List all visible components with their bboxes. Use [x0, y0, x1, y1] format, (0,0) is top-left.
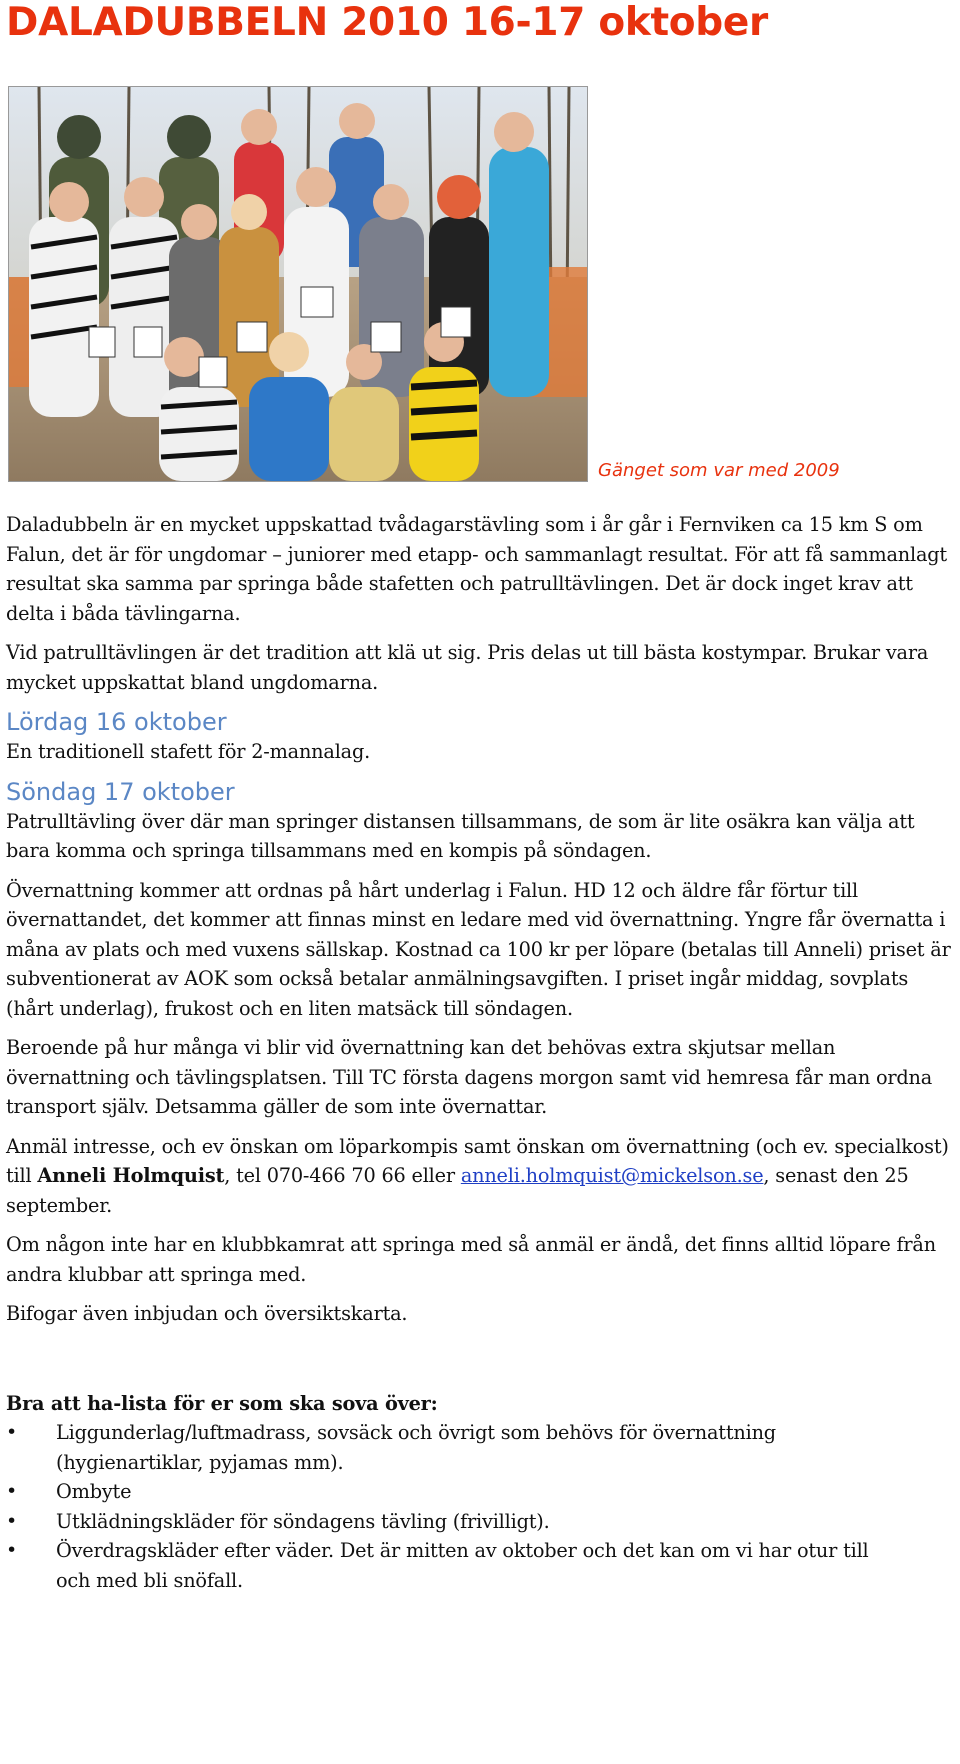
page-title: DALADUBBELN 2010 16-17 oktober: [6, 0, 768, 45]
signup-text-after: , senast den 25 september.: [6, 1164, 909, 1217]
saturday-text: En traditionell stafett för 2-mannalag.: [6, 740, 371, 763]
signup-paragraph: [6, 1132, 956, 1221]
intro-paragraph: Daladubbeln är en mycket uppskattad tvådagarstävling som i år går i Fernviken ca 15 km S om Falun, det är för ungdomar – juniorer med etapp- och sammanlagt resultat. För att få sammanlagt resultat ska samma par springa både stafetten och patrulltävlingen. Det är dock inget krav att delta i båda tävlingarna.: [6, 513, 947, 625]
group-photo-illustration: [9, 87, 587, 481]
costume-paragraph: Vid patrulltävlingen är det tradition att klä ut sig. Pris delas ut till bästa kostympar. Brukar vara mycket uppskattat bland ungdomarna.: [6, 641, 929, 694]
packing-list-item: • Överdragskläder efter väder. Det är mitten av oktober och det kan om vi har otur till och med bli snöfall.: [6, 1536, 886, 1595]
overnight-paragraph: Övernattning kommer att ordnas på hårt underlag i Falun. HD 12 och äldre får förtur till övernattandet, det kommer att finnas minst en ledare med vid övernattning. Yngre får övernatta i måna av plats och med vuxens sällskap. Kostnad ca 100 kr per löpare (betalas till Anneli) priset är subventionerat av AOK som också betalar anmälningsavgiften. I priset ingår middag, sovplats (hårt underlag), frukost och en liten matsäck till söndagen.: [6, 878, 951, 1020]
packing-list-item: • Liggunderlag/luftmadrass, sovsäck och övrigt som behövs för övernattning (hygienartiklar, pyjamas mm).: [6, 1418, 886, 1477]
email-link[interactable]: anneli.holmquist@mickelson.se: [460, 1164, 764, 1187]
packing-list-item: • Utklädningskläder för söndagens tävling (frivilligt).: [6, 1507, 886, 1537]
document-body: [6, 510, 956, 1595]
no-partner-paragraph: Om någon inte har en klubbkamrat att springa med så anmäl er ändå, det finns alltid löpare från andra klubbar att springa med.: [6, 1233, 936, 1286]
attachments-paragraph: Bifogar även inbjudan och översiktskarta.: [6, 1302, 408, 1325]
photo-caption: Gänget som var med 2009: [598, 460, 840, 481]
saturday-heading: Lördag 16 oktober: [6, 708, 227, 736]
contact-name: Anneli Holmquist: [37, 1164, 225, 1187]
group-photo: [8, 86, 588, 482]
signup-text-middle: , tel 070-466 70 66 eller: [224, 1164, 461, 1187]
sunday-heading: Söndag 17 oktober: [6, 777, 235, 806]
packing-list-item: • Ombyte: [6, 1477, 886, 1507]
packing-list-heading: Bra att ha-lista för er som ska sova över:: [6, 1391, 438, 1415]
sunday-text: Patrulltävling över där man springer distansen tillsammans, de som är lite osäkra kan välja att bara komma och springa tillsammans med en kompis på söndagen.: [6, 809, 915, 862]
packing-list: [6, 1418, 956, 1595]
signup-text-before: Anmäl intresse, och ev önskan om löparkompis samt önskan om övernattning (och ev. specialkost) till: [6, 1134, 949, 1187]
section-spacer: [6, 1339, 956, 1389]
transport-paragraph: Beroende på hur många vi blir vid övernattning kan det behövas extra skjutsar mellan övernattning och tävlingsplatsen. Till TC första dagens morgon samt vid hemresa får man ordna transport själv. Detsamma gäller de som inte övernattar.: [6, 1036, 933, 1118]
